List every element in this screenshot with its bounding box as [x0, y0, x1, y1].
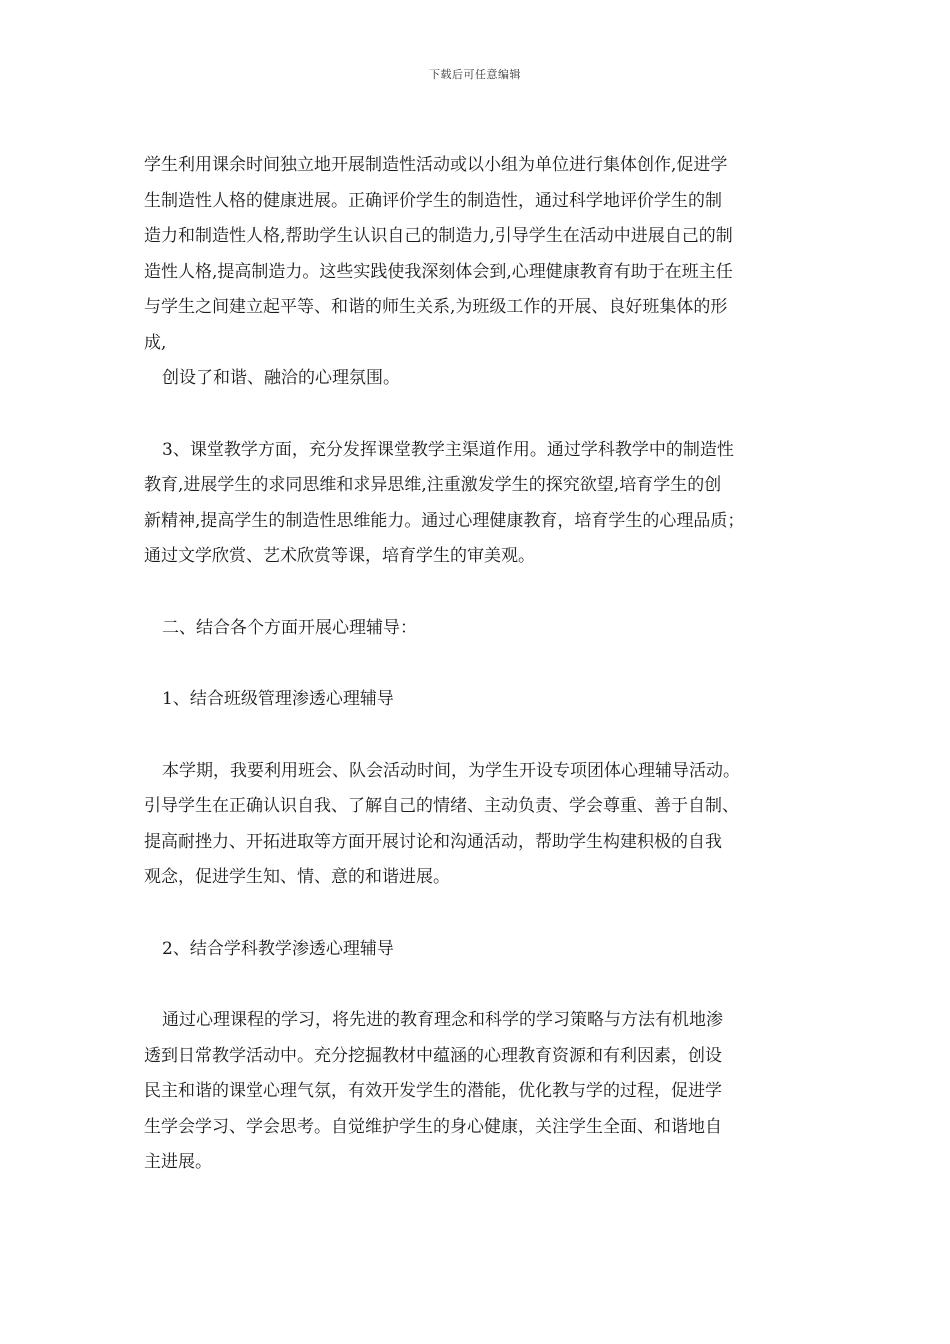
text-line: 提高耐挫力、开拓进取等方面开展讨论和沟通活动，帮助学生构建积极的自我 — [144, 831, 722, 852]
text-line: 新精神,提高学生的制造性思维能力。通过心理健康教育，培育学生的心理品质； — [144, 510, 745, 531]
paragraph-class-meetings — [144, 754, 812, 896]
subsection-heading-class-management: 1、结合班级管理渗透心理辅导 — [162, 689, 394, 709]
text-line: 生学会学习、学会思考。自觉维护学生的身心健康，关注学生全面、和谐地自 — [144, 1116, 722, 1137]
text-line: 造力和制造性人格,帮助学生认识自己的制造力,引导学生在活动中进展自己的制 — [144, 226, 733, 246]
subsection-heading-subject-teaching: 2、结合学科教学渗透心理辅导 — [162, 938, 394, 959]
text-line: 学生利用课余时间独立地开展制造性活动或以小组为单位进行集体创作,促进学 — [144, 155, 728, 175]
text-line: 透到日常教学活动中。充分挖掘教材中蕴涵的心理教育资源和有利因素，创设 — [144, 1045, 722, 1066]
text-line: 主进展。 — [144, 1152, 212, 1172]
text-line: 与学生之间建立起平等、和谐的师生关系,为班级工作的开展、良好班集体的形 — [144, 297, 728, 317]
page-header: 下载后可任意编辑 — [429, 68, 521, 81]
text-line: 民主和谐的课堂心理气氛，有效开发学生的潜能，优化教与学的过程，促进学 — [144, 1081, 722, 1101]
text-line: 通过文学欣赏、艺术欣赏等课，培育学生的审美观。 — [144, 546, 535, 566]
text-line: 本学期，我要利用班会、队会活动时间，为学生开设专项团体心理辅导活动。 — [162, 760, 740, 781]
paragraph-creative-activities — [144, 148, 812, 361]
paragraph-classroom-teaching — [144, 433, 812, 575]
text-line: 成, — [144, 332, 167, 353]
paragraph-atmosphere: 创设了和谐、融洽的心理氛围。 — [162, 368, 400, 388]
document-body — [144, 148, 812, 1181]
text-line: 通过心理课程的学习，将先进的教育理念和科学的学习策略与方法有机地渗 — [162, 1010, 723, 1030]
text-line: 观念，促进学生知、情、意的和谐进展。 — [144, 867, 450, 887]
text-line: 造性人格,提高制造力。这些实践使我深刻体会到,心理健康教育有助于在班主任 — [144, 261, 733, 282]
paragraph-psychology-course — [144, 1003, 812, 1181]
section-heading: 二、结合各个方面开展心理辅导： — [162, 617, 417, 638]
text-line: 生制造性人格的健康进展。正确评价学生的制造性，通过科学地评价学生的制 — [144, 190, 722, 211]
text-line: 引导学生在正确认识自我、了解自己的情绪、主动负责、学会尊重、善于自制、 — [144, 796, 739, 816]
text-line: 3、课堂教学方面，充分发挥课堂教学主渠道作用。通过学科教学中的制造性 — [162, 439, 734, 460]
text-line: 教育,进展学生的求同思维和求异思维,注重激发学生的探究欲望,培育学生的创 — [144, 475, 722, 495]
